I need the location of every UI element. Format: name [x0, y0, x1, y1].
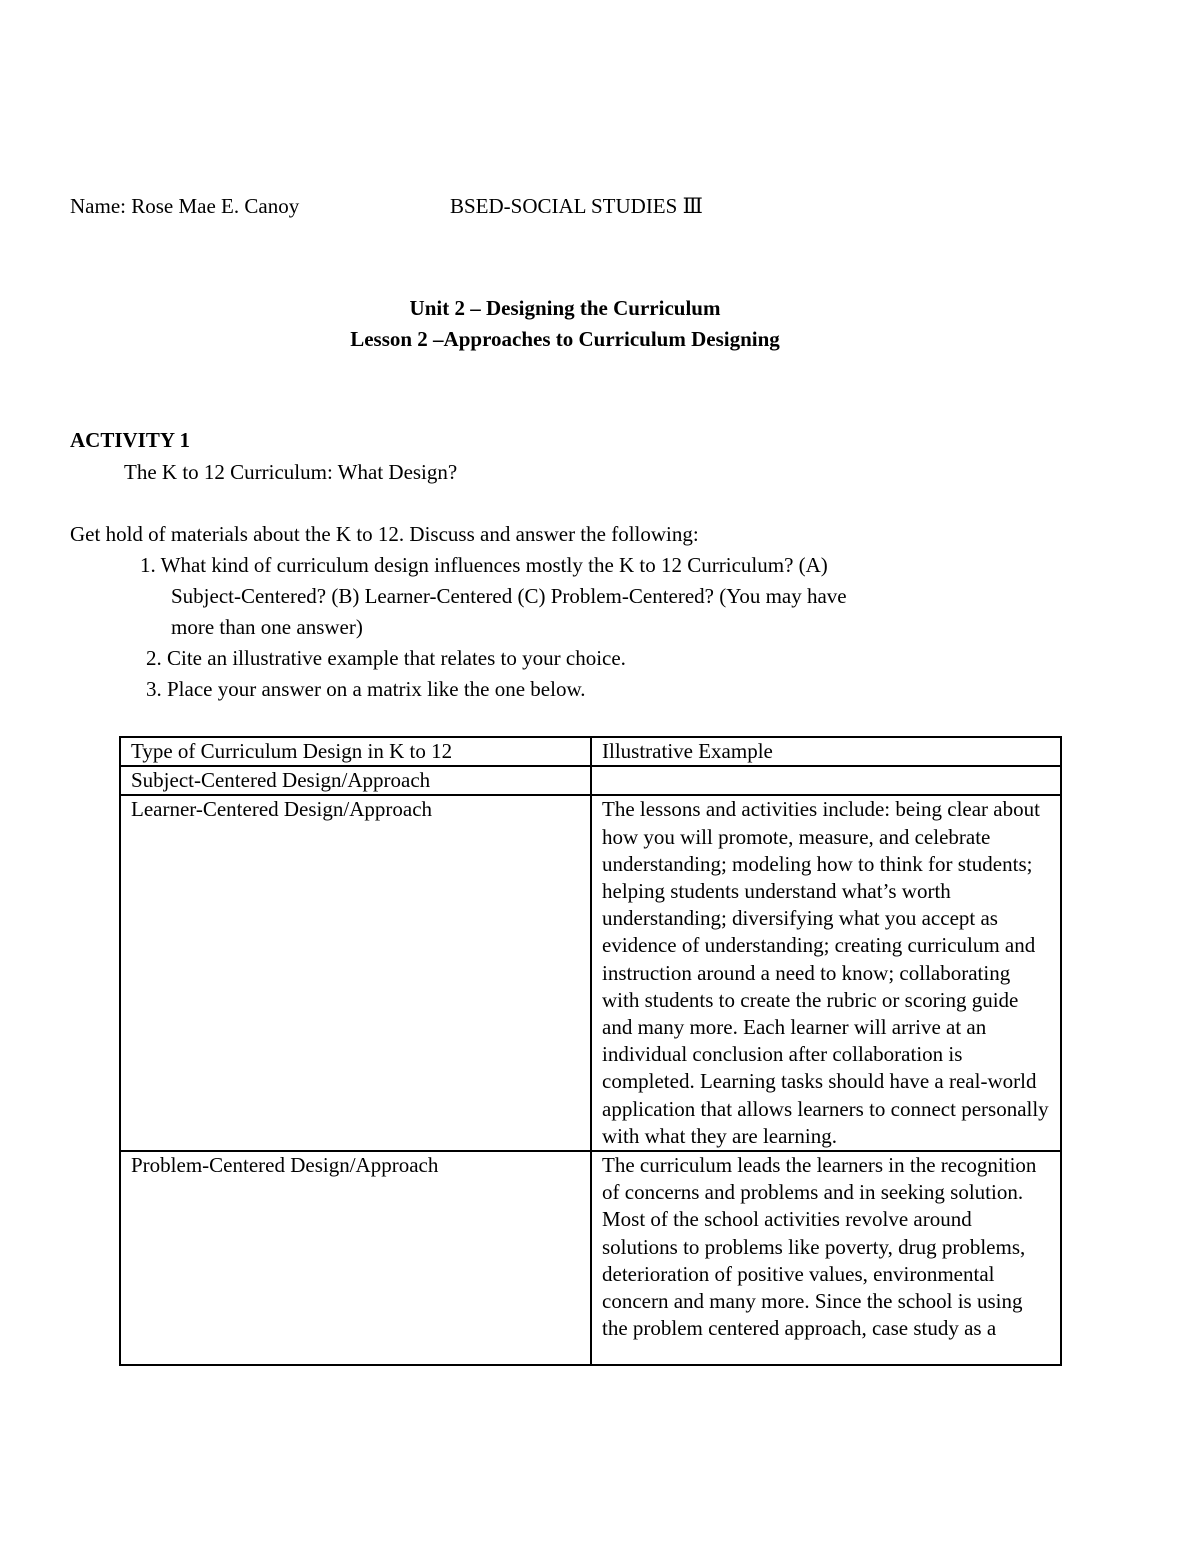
matrix-row-problem-centered — [120, 1151, 1061, 1365]
activity-instructions: Get hold of materials about the K to 12. Discuss and answer the following: — [70, 522, 699, 546]
course-label: BSED-SOCIAL STUDIES Ⅲ — [450, 194, 703, 218]
lesson-title: Lesson 2 –Approaches to Curriculum Designing — [350, 327, 780, 351]
unit-title: Unit 2 – Designing the Curriculum — [409, 296, 721, 320]
question-1-line-1: 1. What kind of curriculum design influences mostly the K to 12 Curriculum? (A) — [140, 553, 828, 577]
design-cell: Problem-Centered Design/Approach — [120, 1151, 591, 1365]
question-3: 3. Place your answer on a matrix like the one below. — [146, 677, 586, 701]
question-2: 2. Cite an illustrative example that relates to your choice. — [146, 646, 626, 670]
activity-subtitle: The K to 12 Curriculum: What Design? — [124, 460, 458, 484]
answer-matrix — [119, 736, 1062, 1366]
matrix-header-example: Illustrative Example — [591, 737, 1061, 766]
activity-heading: ACTIVITY 1 — [70, 428, 190, 452]
example-cell: The lessons and activities include: being clear about how you will promote, measure, and celebrate understanding; modeling how to think for students; helping students understand what’s worth understanding; diversifying what you accept as evidence of understanding; creating curriculum and instruction around a need to know; collaborating with students to create the rubric or scoring guide and many more. Each learner will arrive at an individual conclusion after collaboration is completed. Learning tasks should have a real-world application that allows learners to connect personally with what they are learning. — [591, 795, 1061, 1151]
matrix-header-design: Type of Curriculum Design in K to 12 — [120, 737, 591, 766]
question-1-line-2: Subject-Centered? (B) Learner-Centered (C) Problem-Centered? (You may have — [171, 584, 847, 608]
matrix-header-row — [120, 737, 1061, 766]
student-name: Name: Rose Mae E. Canoy — [70, 194, 300, 218]
design-cell: Subject-Centered Design/Approach — [120, 766, 591, 795]
design-cell: Learner-Centered Design/Approach — [120, 795, 591, 1151]
matrix-row-subject-centered — [120, 766, 1061, 795]
question-1-line-3: more than one answer) — [171, 615, 363, 639]
example-cell: The curriculum leads the learners in the recognition of concerns and problems and in seeking solution. Most of the school activities revolve around solutions to problems like poverty, drug problems, deterioration of positive values, environmental concern and many more. Since the school is using the problem centered approach, case study as a — [602, 1153, 1037, 1341]
example-cell-wrapper — [591, 1151, 1061, 1365]
example-cell — [591, 766, 1061, 795]
matrix-row-learner-centered — [120, 795, 1061, 1151]
